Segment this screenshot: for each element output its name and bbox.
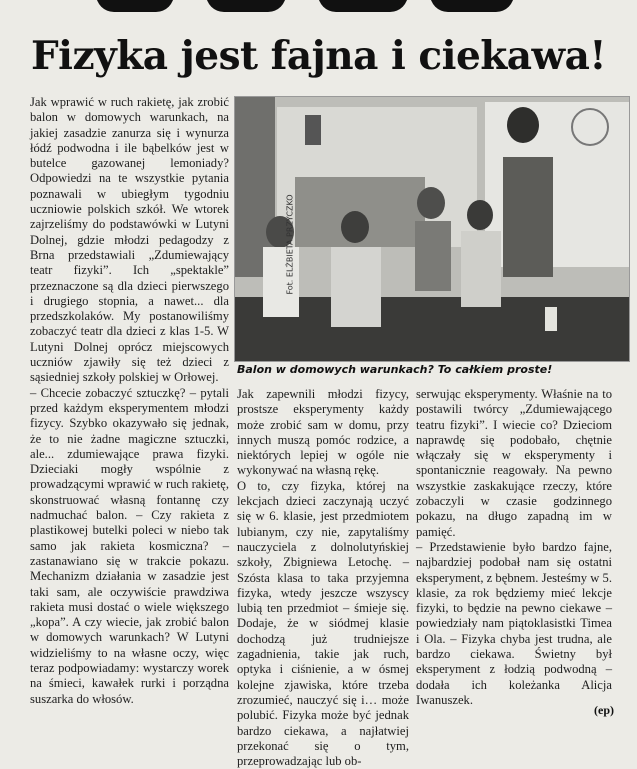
paragraph: serwując eksperymenty. Właśnie na to postawili twórcy „Zdumiewającego teatru fizyki”. I wiecie co? Dzieciom naprawdę się podobało, chętnie włączały się w eksperymenty i spontanicznie reagowały. Na pewno wszystkie zaskakujące rzeczy, które zobaczyli w czasie godzinnego pokazu, na długo zapadną im w pamięć.: [416, 387, 612, 539]
masthead-fragment: [0, 0, 637, 20]
author-signature: (ep): [594, 703, 614, 717]
photo-caption: Balon w domowych warunkach? To całkiem proste!: [237, 363, 553, 376]
article-column-1: [30, 95, 229, 710]
paragraph: Jak zapewnili młodzi fizycy, prostsze eksperymenty każdy może zrobić sam w domu, przy innych muszą pomóc rodzice, a niektórych lepiej w ogóle nie wykonywać na własną rękę.: [237, 387, 409, 478]
paragraph: – Przedstawienie było bardzo fajne, najbardziej podobał nam się ostatni eksperyment, z bębnem. Jesteśmy w 5. klasie, za rok będziemy mieć lekcje fizyki, to będzie na pewno ciekawe – powiedziały nam piątoklasistki Timea i Ola. – Fizyka chyba jest trudna, ale bardzo ciekawa. Świetny był eksperyment z łodzią podwodną – dodała ich koleżanka Alicja Iwanuszek.: [416, 539, 612, 707]
photo-credit: Fot. ELŻBIETA PRZYCZKO: [285, 194, 295, 295]
paragraph: Jak wprawić w ruch rakietę, jak zrobić balon w domowych warunkach, na jakiej zasadzie zanurza się i wynurza łódź podwodna i ile bąbelków jest w butelce gazowanej lemoniady? Odpowiedzi na te wszystkie pytania poznawali w ubiegłym tygodniu uczniowie polskich szkół. We wtorek zajrzeliśmy do podstawówki w Lutyni Dolnej, gdzie młodzi pedagodzy z Brna przedstawiali „Zdumiewający teatr fizyki”. Ich „spektakle” przeznaczone są dla dzieci pierwszego i drugiego stopnia, a nawet... dla przedszkolaków. My postanowiliśmy zobaczyć teatr dla dzieci z klas 1-5. W Lutyni Dolnej oprócz miejscowych uczniów zjawiły się też dzieci z sąsiedniej szkoły polskiej w Orłowej.: [30, 95, 229, 385]
paragraph: O to, czy fizyka, której na lekcjach dzieci zaczynają uczyć się w 6. klasie, jest przedmiotem lubianym, czy nie, zapytaliśmy nauczyciela z dolnolutyńskiej szkoły, Zbigniewa Letochę. – Szósta klasa to taka przyjemna fizyka, wtedy jeszcze wszyscy lubią ten przedmiot – śmieje się. Dodaje, że w siódmej klasie dochodzą już trudniejsze zagadnienia, takie jak ruch, optyka i ciśnienie, a w ósmej kolejne zjawiska, które trzeba zrozumieć, nauczyć się i… może polubić. Fizyka może być jednak bardzo ciekawa, a najłatwiej przekonać się o tym, przeprowadzając lub ob-: [237, 478, 409, 769]
article-column-2: [237, 387, 409, 769]
paragraph: – Chcecie zobaczyć sztuczkę? – pytali przed każdym eksperymentem młodzi fizycy. Szybko okazywało się jednak, że to nie żadne magiczne sztuczki, ale... zdumiewające prawa fizyki. Dzieciaki mogły wspólnie z prowadzącymi wprawić w ruch rakietę, skonstruować własną fontannę czy nadmuchać balon. – Czy rakieta z plastikowej butelki poleci w niebo tak samo jak rakieta kosmiczna? – zastanawiano się w trakcie pokazu. Mechanizm działania w zasadzie jest taki sam, ale oczywiście prawdziwa rakieta musi dostać o wiele większego „kopa”. A czy wiecie, jak zrobić balon w domowych warunkach? W Lutyni widzieliśmy to na własne oczy, więc teraz podpowiadamy: wystarczy worek na śmieci, kawałek rurki i porządna suszarka do włosów.: [30, 385, 229, 706]
article-column-3: [416, 387, 612, 708]
article-headline: Fizyka jest fajna i ciekawa!: [30, 33, 607, 79]
